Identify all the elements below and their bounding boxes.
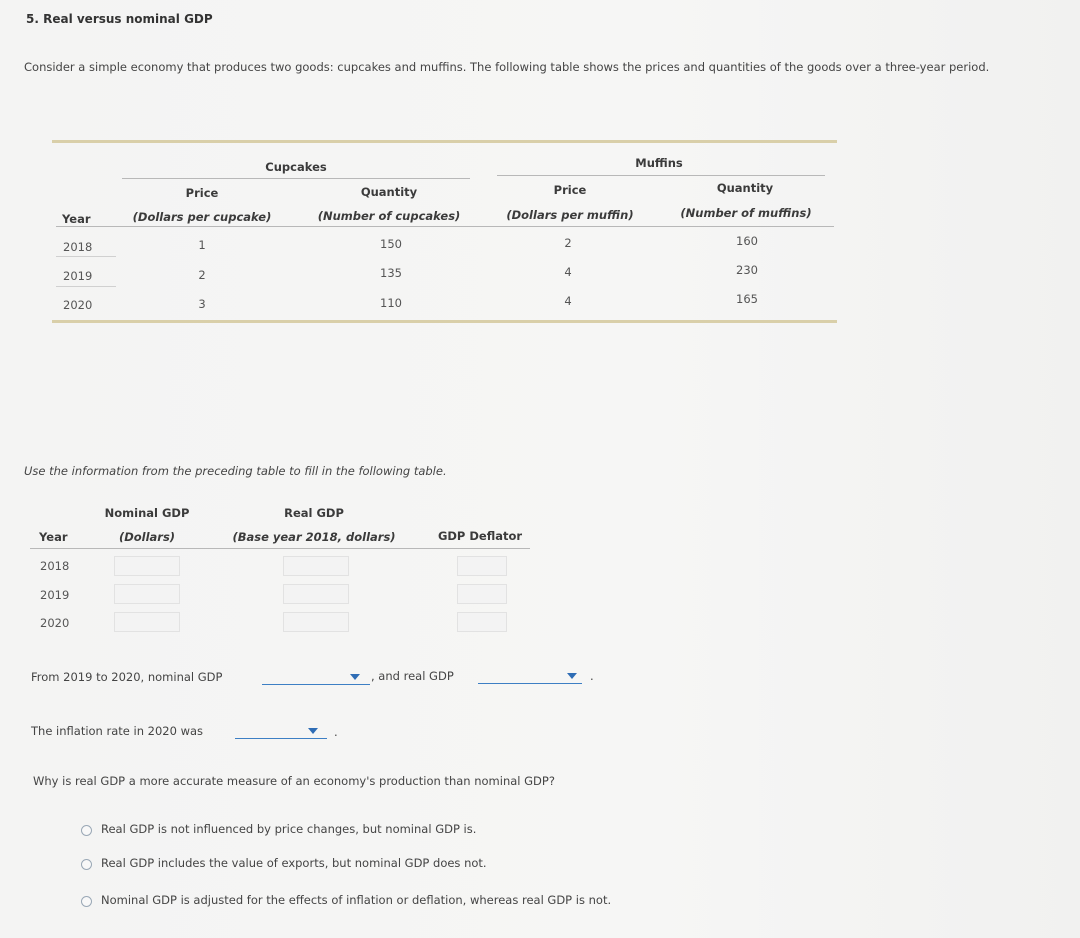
- muffin-qty-cell: 160: [736, 234, 758, 248]
- cupcake-price-unit: (Dollars per cupcake): [132, 210, 272, 224]
- option-label-1[interactable]: Real GDP is not influenced by price changes, but nominal GDP is.: [101, 822, 477, 836]
- intro-text: Consider a simple economy that produces two goods: cupcakes and muffins. The following table shows the prices and quantities of the goods over a three-year period.: [24, 60, 990, 74]
- muffin-qty-cell: 165: [736, 292, 758, 306]
- muffin-price-header: Price: [553, 183, 587, 197]
- gdp-deflator-2018-input[interactable]: [457, 556, 507, 576]
- page-title: 5. Real versus nominal GDP: [26, 12, 213, 26]
- nominal-gdp-header: Nominal GDP: [104, 506, 190, 520]
- sentence-real-middle: , and real GDP: [371, 669, 454, 683]
- sentence-inflation-prefix: The inflation rate in 2020 was: [31, 724, 204, 738]
- table-row-year: 2018: [40, 559, 70, 573]
- muffin-price-cell: 4: [564, 294, 572, 308]
- real-gdp-2019-input[interactable]: [283, 584, 349, 604]
- radio-option-3[interactable]: [81, 896, 92, 907]
- table2-instruction: Use the information from the preceding table to fill in the following table.: [24, 464, 447, 478]
- table-row-year: 2019: [40, 588, 70, 602]
- muffin-qty-unit: (Number of muffins): [680, 206, 812, 220]
- muffin-price-cell: 2: [564, 236, 572, 250]
- sentence-nominal-prefix: From 2019 to 2020, nominal GDP: [31, 670, 223, 684]
- mc-question: Why is real GDP a more accurate measure of an economy's production than nominal GDP?: [33, 774, 555, 788]
- nominal-gdp-2019-input[interactable]: [114, 584, 180, 604]
- real-gdp-unit: (Base year 2018, dollars): [232, 530, 396, 544]
- cupcake-price-cell: 2: [198, 268, 206, 282]
- gdp-deflator-header: GDP Deflator: [437, 529, 523, 543]
- table-row-year: 2019: [63, 269, 93, 283]
- real-gdp-2020-input[interactable]: [283, 612, 349, 632]
- gdp-deflator-2020-input[interactable]: [457, 612, 507, 632]
- cupcake-qty-cell: 110: [380, 296, 402, 310]
- cupcake-price-cell: 3: [198, 297, 206, 311]
- gdp-deflator-2019-input[interactable]: [457, 584, 507, 604]
- chevron-down-icon[interactable]: [567, 673, 577, 679]
- year-header: Year: [62, 212, 91, 226]
- table-row-year: 2020: [40, 616, 70, 630]
- group-muffins: Muffins: [635, 156, 683, 170]
- nominal-gdp-2020-input[interactable]: [114, 612, 180, 632]
- chevron-down-icon[interactable]: [350, 674, 360, 680]
- cupcake-qty-unit: (Number of cupcakes): [317, 209, 461, 223]
- cupcake-qty-cell: 150: [380, 237, 402, 251]
- option-label-3[interactable]: Nominal GDP is adjusted for the effects of inflation or deflation, whereas real GDP is not.: [101, 893, 612, 907]
- year-header: Year: [39, 530, 68, 544]
- nominal-gdp-unit: (Dollars): [118, 530, 176, 544]
- nominal-gdp-2018-input[interactable]: [114, 556, 180, 576]
- real-gdp-2018-input[interactable]: [283, 556, 349, 576]
- muffin-qty-cell: 230: [736, 263, 758, 277]
- table-row-year: 2018: [63, 240, 93, 254]
- cupcake-qty-cell: 135: [380, 266, 402, 280]
- cupcake-price-cell: 1: [198, 238, 206, 252]
- table-row-year: 2020: [63, 298, 93, 312]
- chevron-down-icon[interactable]: [308, 728, 318, 734]
- cupcake-qty-header: Quantity: [360, 185, 418, 199]
- sentence-end: .: [334, 725, 338, 739]
- muffin-price-unit: (Dollars per muffin): [506, 208, 634, 222]
- sentence-end: .: [590, 669, 594, 683]
- option-label-2[interactable]: Real GDP includes the value of exports, but nominal GDP does not.: [101, 856, 487, 870]
- radio-option-1[interactable]: [81, 825, 92, 836]
- real-gdp-header: Real GDP: [284, 506, 344, 520]
- muffin-qty-header: Quantity: [716, 181, 774, 195]
- cupcake-price-header: Price: [185, 186, 219, 200]
- muffin-price-cell: 4: [564, 265, 572, 279]
- group-cupcakes: Cupcakes: [265, 160, 327, 174]
- radio-option-2[interactable]: [81, 859, 92, 870]
